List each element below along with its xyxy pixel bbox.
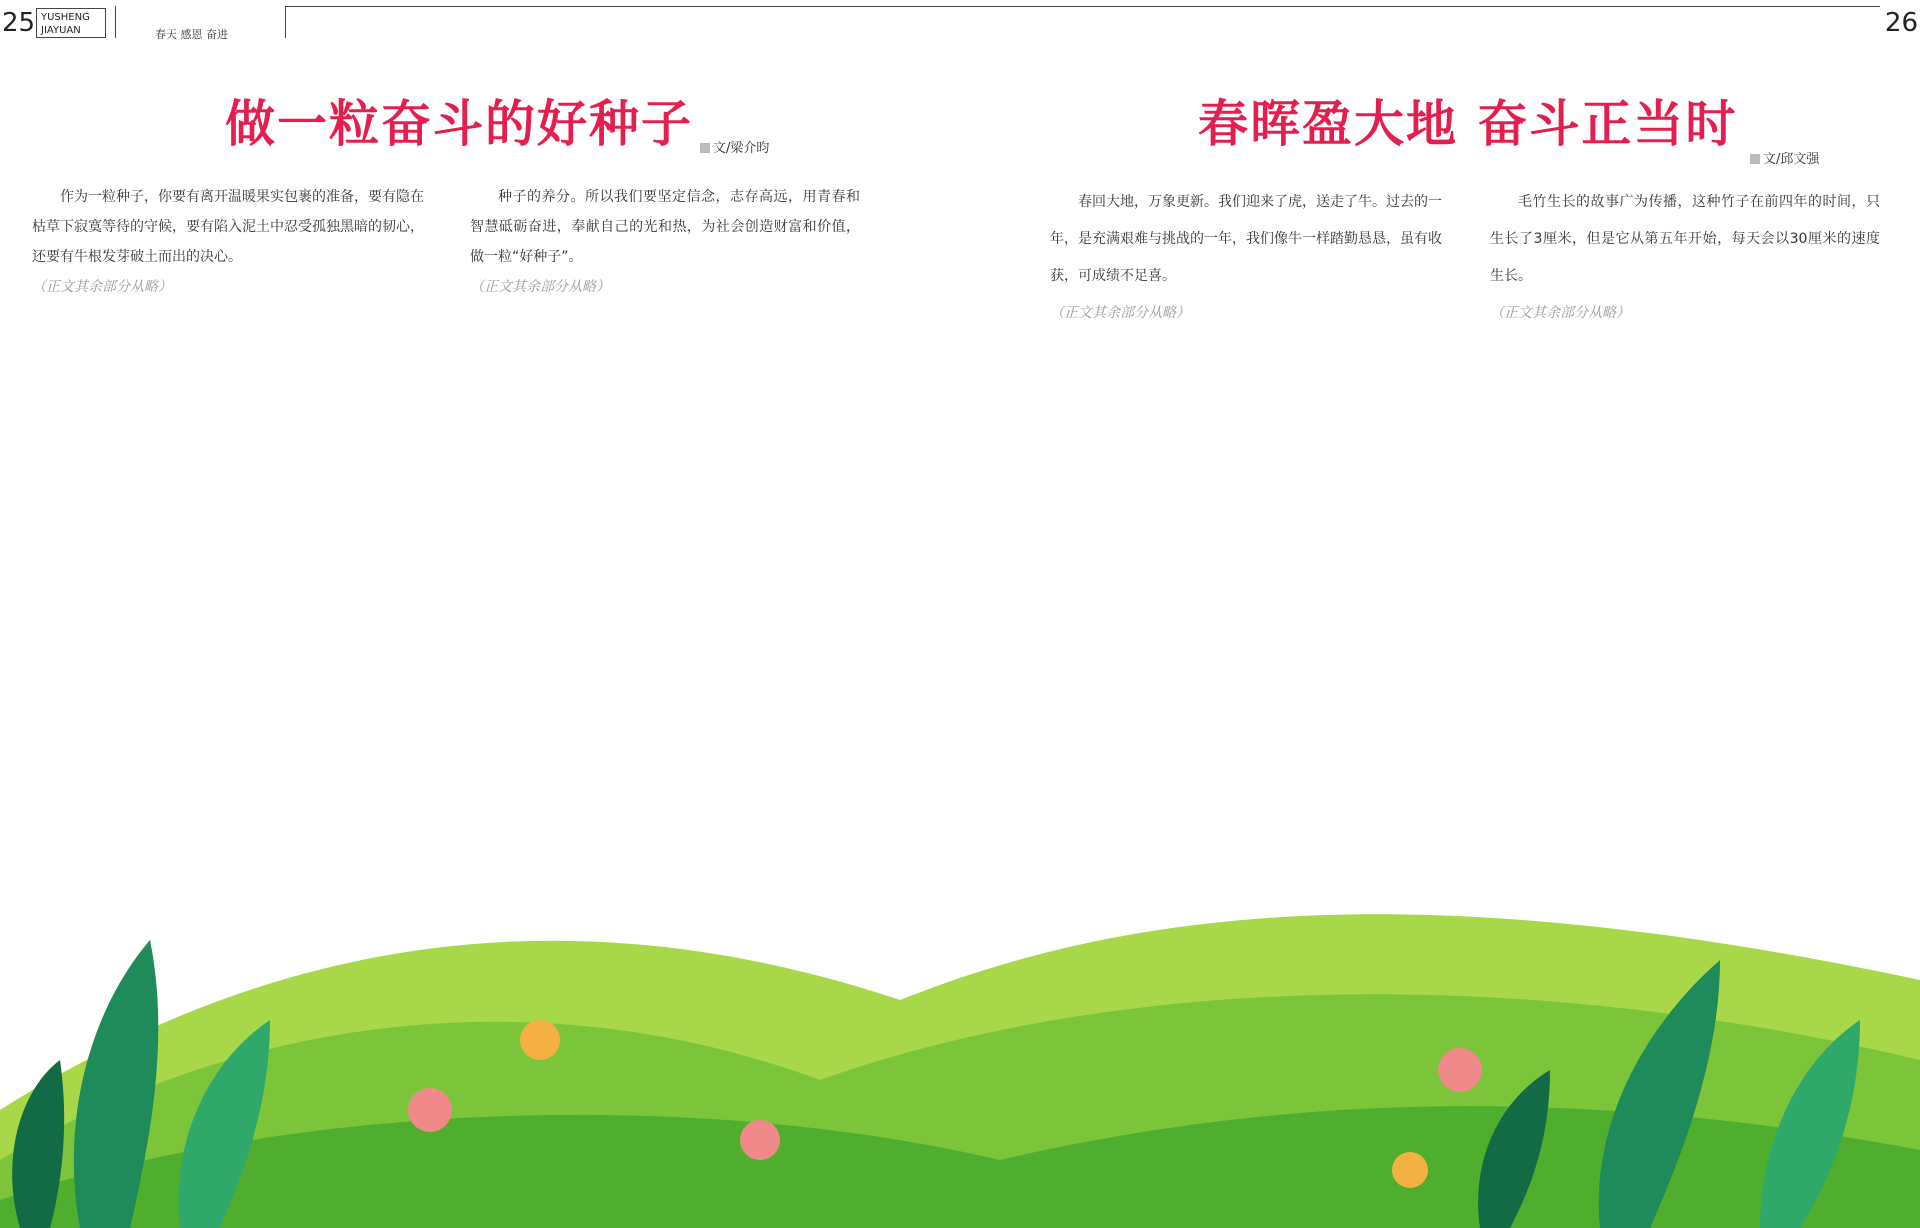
omitted-note: （正文其余部分从略）	[470, 279, 610, 295]
body-excerpt: 春回大地，万象更新。我们迎来了虎，送走了牛。过去的一年，是充满艰难与挑战的一年，我们像牛一样踏勤恳恳，虽有收获，可成绩不足喜。	[1050, 194, 1442, 284]
body-excerpt: 毛竹生长的故事广为传播，这种竹子在前四年的时间，只生长了3厘米，但是它从第五年开始，每天会以30厘米的速度生长。	[1490, 194, 1880, 284]
header-divider	[115, 6, 116, 38]
omitted-note: （正文其余部分从略）	[32, 279, 172, 295]
body-excerpt: 作为一粒种子，你要有离开温暖果实包裹的准备，要有隐在枯草下寂寞等待的守候，要有陷入泥土中忍受孤独黑暗的韧心，还要有牛根发芽破土而出的决心。	[32, 189, 424, 265]
article-right-column-1	[1050, 184, 1442, 884]
magazine-logo-box	[36, 8, 106, 38]
article-left-title: 做一粒奋斗的好种子	[225, 95, 693, 153]
omitted-note: （正文其余部分从略）	[1490, 305, 1630, 321]
page-number-right: 26	[1884, 8, 1918, 38]
page-number-left: 25	[2, 8, 36, 38]
spring-landscape-illustration	[0, 860, 1920, 1228]
article-right-byline: 文/邱文强	[1750, 148, 1819, 167]
header-rule	[285, 6, 1880, 7]
article-right-column-2	[1490, 184, 1880, 854]
magazine-name-line2: JIAYUAN	[41, 25, 81, 36]
header-divider	[285, 6, 286, 38]
article-right-title: 春晖盈大地 奋斗正当时	[1198, 95, 1738, 153]
body-excerpt: 种子的养分。所以我们要坚定信念，志存高远，用青春和智慧砥砺奋进，奉献自己的光和热，为社会创造财富和价值，做一粒“好种子”。	[470, 189, 860, 265]
magazine-name-line1: YUSHENG	[41, 12, 90, 23]
omitted-note: （正文其余部分从略）	[1050, 305, 1190, 321]
article-left-byline: 文/梁介昀	[700, 137, 769, 156]
header-tags: 春天 感恩 奋进	[155, 28, 228, 41]
